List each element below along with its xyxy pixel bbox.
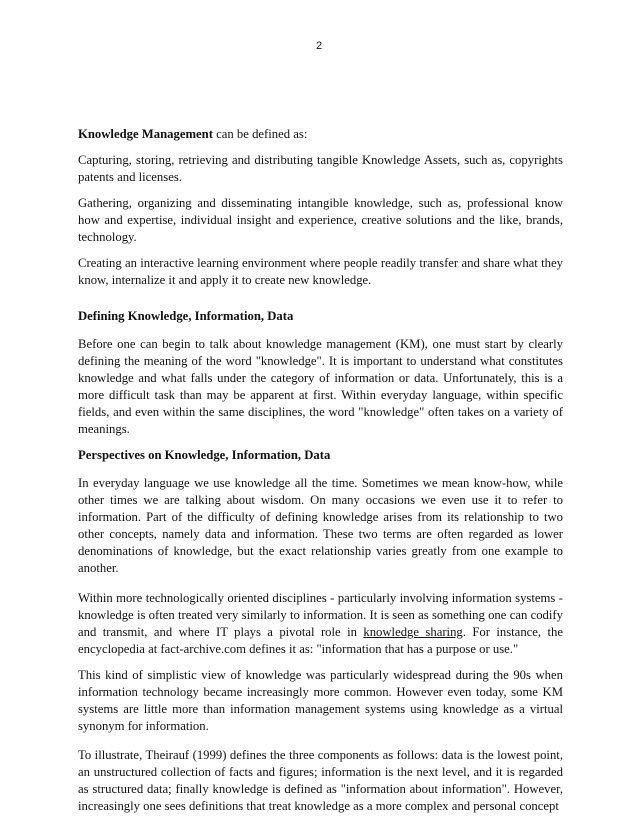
section2-paragraph-4: To illustrate, Theirauf (1999) defines the three components as follows: data is the lowest point, an unstructured collection of facts and figures; information is the next level, and it is regarded as structured data; finally knowledge is defined as "information about information". However, increasingly one sees definitions that treat knowledge as a more complex and personal concept	[78, 748, 563, 813]
km-definition-item-3: Creating an interactive learning environment where people readily transfer and share what they know, internalize it and apply it to create new knowledge.	[78, 256, 563, 287]
section-heading-perspectives: Perspectives on Knowledge, Information, Data	[78, 448, 331, 462]
km-definition-item-2: Gathering, organizing and disseminating intangible knowledge, such as, professional know how and expertise, individual insight and experience, creative solutions and the like, brands, technology.	[78, 196, 563, 244]
p2-text-after: . For instance, the encyclopedia at fact-archive.com defines it as: "information that has a purpose or use."	[78, 625, 563, 656]
section2-paragraph-3: This kind of simplistic view of knowledge was particularly widespread during the 90s when information technology became increasingly more common. However even today, some KM systems are little more than information management systems using knowledge as a virtual synonym for information.	[78, 668, 563, 733]
km-term: Knowledge Management	[78, 127, 213, 141]
section2-paragraph-1: In everyday language we use knowledge all the time. Sometimes we mean know-how, while other times we are talking about wisdom. On many occasions we even use it to refer to information. Part of the difficulty of defining knowledge arises from its relationship to two other concepts, namely data and information. These two terms are often regarded as lower denominations of knowledge, but the exact relationship varies greatly from one example to another.	[78, 476, 563, 575]
p2-text-before: Within more technologically oriented disciplines - particularly involving information systems - knowledge is often treated very similarly to information. It is seen as something one can codify and transmit, and where IT plays a pivotal role in	[78, 591, 563, 639]
km-definition-item-1: Capturing, storing, retrieving and distributing tangible Knowledge Assets, such as, copyrights patents and licenses.	[78, 153, 563, 184]
km-intro-rest: can be defined as:	[212, 127, 308, 141]
document-body	[78, 126, 563, 824]
section2-paragraph-2	[78, 590, 563, 658]
section-heading-defining: Defining Knowledge, Information, Data	[78, 309, 294, 323]
page-number: 2	[315, 40, 323, 52]
section1-paragraph: Before one can begin to talk about knowledge management (KM), one must start by clearly defining the meaning of the word "knowledge". It is important to understand what constitutes knowledge and what falls under the category of information or data. Unfortunately, this is a more difficult task than may be apparent at first. Within everyday language, within specific fields, and even within the same disciplines, the word "knowledge" often takes on a variety of meanings.	[78, 337, 563, 436]
km-definition-intro	[78, 126, 563, 143]
knowledge-sharing-link[interactable]: knowledge sharing	[363, 625, 463, 639]
